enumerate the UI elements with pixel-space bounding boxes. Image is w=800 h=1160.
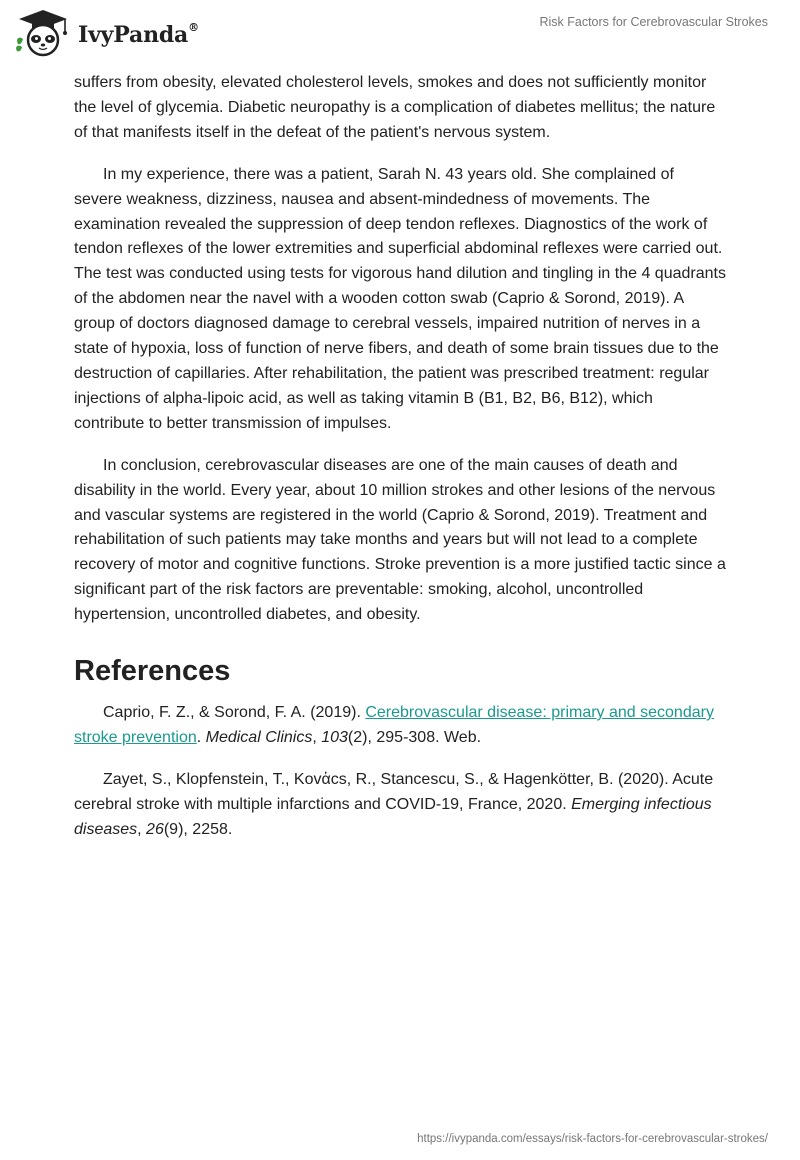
paragraph-conclusion: In conclusion, cerebrovascular diseases are one of the main causes of death and disability in the world. Every year, about 10 million strokes and other lesions of the nervous and vascular systems are registered in the world (Caprio & Sorond, 2019). Treatment and rehabilitation of such patients may take months and years but will not lead to a complete recovery of motor and cognitive functions. Stroke prevention is a more justified tactic since a significant part of the risk factors are preventable: smoking, alcohol, uncontrolled hypertension, uncontrolled diabetes, and obesity.: [74, 456, 726, 624]
ref1-authors: Caprio, F. Z., & Sorond, F. A. (2019).: [103, 704, 366, 722]
essay-content: [74, 71, 726, 860]
ref1-title-link[interactable]: Cerebrovascular disease: primary and secondary stroke prevention: [74, 704, 714, 746]
ref2-sep: ,: [137, 820, 147, 838]
panda-logo-icon: [14, 8, 72, 58]
paragraph-continuation: suffers from obesity, elevated cholesterol levels, smokes and does not sufficiently monitor the level of glycemia. Diabetic neuropathy is a complication of diabetes mellitus; the nature of that manifests itself in the defeat of the patient's nervous system.: [74, 74, 716, 141]
references-heading: References: [74, 655, 231, 688]
ref2-journal: Emerging infectious diseases: [74, 795, 712, 838]
footer-url[interactable]: https://ivypanda.com/essays/risk-factors-for-cerebrovascular-strokes/: [417, 1133, 768, 1145]
reference-zayet: [74, 768, 726, 843]
ref1-sep: ,: [312, 728, 322, 746]
reference-caprio: [74, 701, 726, 751]
ivypanda-logo[interactable]: [14, 8, 199, 58]
ref1-volume: 103: [321, 728, 348, 746]
page-header: [0, 0, 800, 70]
ref1-rest: (2), 295-308. Web.: [347, 728, 482, 746]
document-title: Risk Factors for Cerebrovascular Strokes: [539, 15, 768, 29]
ref1-punct: .: [196, 728, 206, 746]
ref2-rest: (9), 2258.: [163, 820, 233, 838]
brand-name: IvyPanda®: [78, 20, 199, 48]
ref2-volume: 26: [146, 820, 164, 838]
ref1-journal: Medical Clinics: [205, 728, 313, 746]
ref2-main: Zayet, S., Klopfenstein, T., Kovἁcs, R., Stancescu, S., & Hagenkötter, B. (2020). Acute cerebral stroke with multiple infarctions and COVID-19, France, 2020.: [74, 770, 714, 813]
paragraph-patient-case: In my experience, there was a patient, Sarah N. 43 years old. She complained of severe weakness, dizziness, nausea and absent-mindedness of movements. The examination revealed the suppression of deep tendon reflexes. Diagnostics of the work of tendon reflexes of the lower extremities and superficial abdominal reflexes were carried out. The test was conducted using tests for vigorous hand dilution and tingling in the 4 quadrants of the abdomen near the navel with a wooden cotton swab (Caprio & Sorond, 2019). A group of doctors diagnosed damage to cerebral vessels, impaired nutrition of nerves in a state of hypoxia, loss of function of nerve fibers, and death of some brain tissues due to the destruction of capillaries. After rehabilitation, the patient was prescribed treatment: regular injections of alpha-lipoic acid, as well as taking vitamin B (B1, B2, B6, B12), which contribute to better transmission of impulses.: [74, 165, 726, 432]
